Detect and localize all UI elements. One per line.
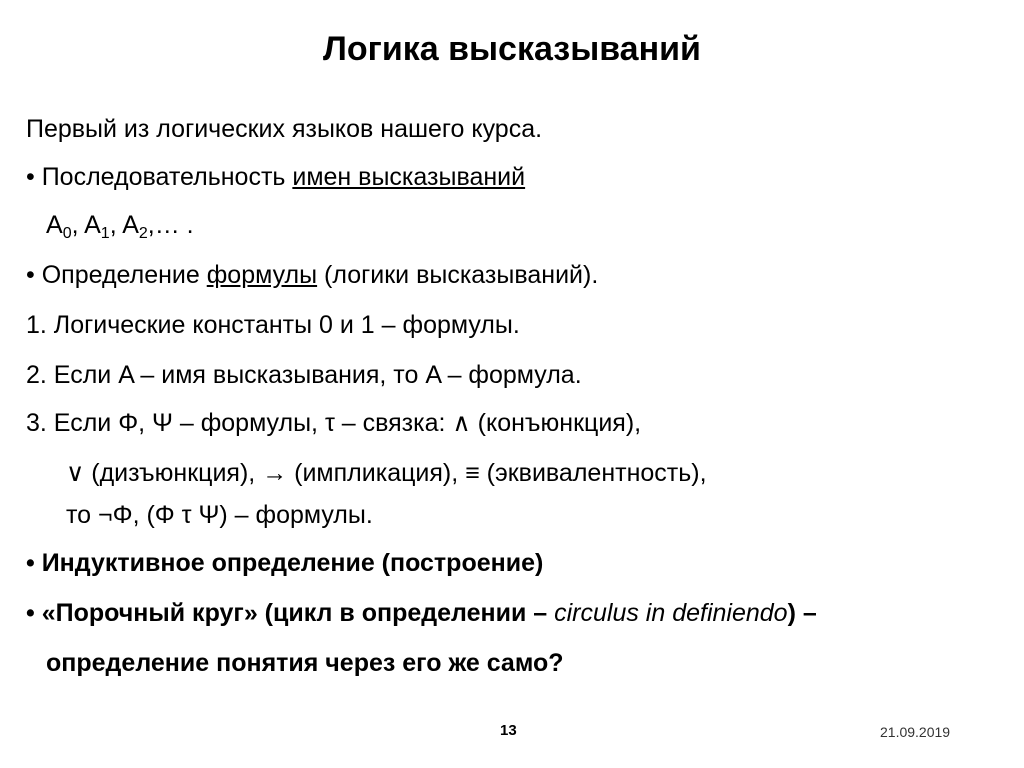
sequence-prefix: Последовательность xyxy=(34,163,293,191)
rule-3-connectives: ∨ (дизъюнкция), → (импликация), ≡ (эквивалентность), xyxy=(66,459,707,487)
sequence-term: имен высказываний xyxy=(292,163,526,191)
bullet: • xyxy=(26,261,35,289)
sequence-bullet xyxy=(26,160,525,194)
rule-3: 3. Если Φ, Ψ – формулы, τ – связка: ∧ (конъюнкция), xyxy=(26,409,642,437)
bullet: • xyxy=(26,599,35,627)
slide-date: 21.09.2019 xyxy=(880,724,951,740)
rule-2: 2. Если A – имя высказывания, то A – формула. xyxy=(26,361,582,389)
definition-prefix: Определение xyxy=(34,261,207,289)
name-a: , A xyxy=(71,211,101,239)
ellipsis: ,… . xyxy=(147,211,194,239)
bullet: • xyxy=(26,163,35,191)
subscript: 0 xyxy=(62,225,72,242)
names-sequence xyxy=(46,208,194,242)
rule-3-result: то ¬Φ, (Φ τ Ψ) – формулы. xyxy=(66,501,373,529)
inductive-text: Индуктивное определение (построение) xyxy=(34,549,544,577)
rule-1: 1. Логические константы 0 и 1 – формулы. xyxy=(26,311,520,339)
name-a: , A xyxy=(109,211,139,239)
bullet: • xyxy=(26,549,35,577)
intro-text: Первый из логических языков нашего курса. xyxy=(26,115,543,143)
page-number: 13 xyxy=(500,722,517,739)
vicious-circle-close: ) – xyxy=(787,599,817,627)
definition-suffix: (логики высказываний). xyxy=(317,261,599,289)
vicious-circle-text: «Порочный круг» (цикл в определении – xyxy=(34,599,555,627)
definition-bullet xyxy=(26,258,598,292)
slide-title: Логика высказываний xyxy=(323,30,701,68)
vicious-circle-continuation: определение понятия через его же само? xyxy=(46,649,564,677)
definition-term: формулы xyxy=(206,261,318,289)
vicious-circle-bullet xyxy=(26,596,817,630)
name-a: A xyxy=(46,211,63,239)
subscript: 1 xyxy=(100,225,110,242)
inductive-bullet xyxy=(26,546,543,580)
subscript: 2 xyxy=(138,225,148,242)
latin-term: circulus in definiendo xyxy=(554,599,788,627)
